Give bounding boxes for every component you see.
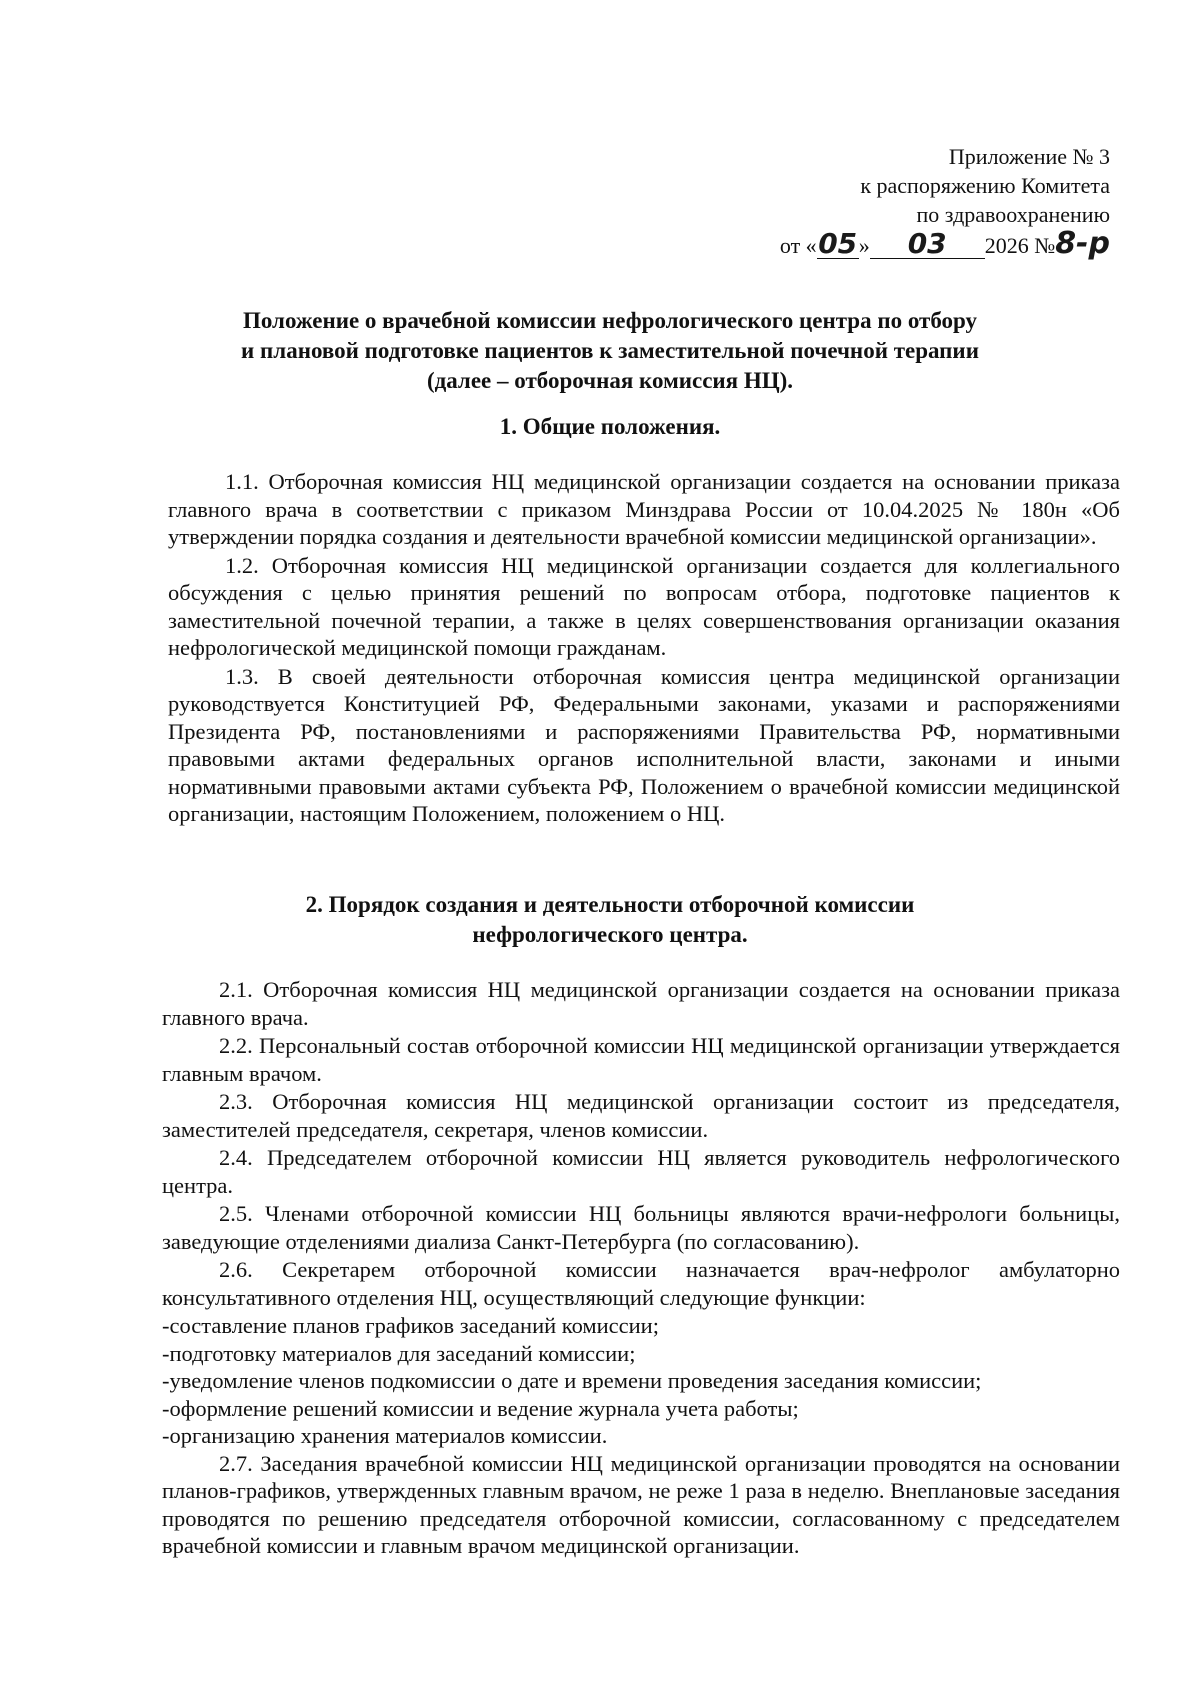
section-2-heading-line-2: нефрологического центра. <box>472 922 748 947</box>
secretary-function-item: -составление планов графиков заседаний комиссии; <box>162 1313 659 1338</box>
paragraph-2-7: 2.7. Заседания врачебной комиссии НЦ медицинской организации проводятся на основании планов-графиков, утвержденных главным врачом, не реже 1 раза в неделю. Внеплановые заседания проводятся по решению председателя отборочной комиссии, согласованному с председателем врачебной комиссии и главным врачом медицинской организации. <box>162 1450 1120 1558</box>
paragraph-1-2: 1.2. Отборочная комиссия НЦ медицинской организации создается для коллегиального обсуждения с целью принятия решений по вопросам отбора, подготовке пациентов к заместительной почечной терапии, а также в целях совершенствования организации оказания нефрологической медицинской помощи гражданам. <box>168 552 1120 660</box>
section-1-body <box>168 468 1120 829</box>
appendix-number: Приложение № 3 <box>948 144 1110 169</box>
paragraph-2-3: 2.3. Отборочная комиссия НЦ медицинской организации состоит из председателя, заместителей председателя, секретаря, членов комиссии. <box>162 1089 1120 1142</box>
title-line-2: и плановой подготовке пациентов к заместительной почечной терапии <box>241 338 979 363</box>
title-line-1: Положение о врачебной комиссии нефрологического центра по отбору <box>242 308 978 333</box>
date-day-handwritten: 05 <box>818 227 858 260</box>
document-title <box>160 306 1060 396</box>
date-prefix: от « <box>779 233 817 258</box>
secretary-function-item: -уведомление членов подкомиссии о дате и времени проведения заседания комиссии; <box>162 1368 982 1393</box>
paragraph-2-5: 2.5. Членами отборочной комиссии НЦ больницы являются врачи-нефрологи больницы, заведующие отделениями диализа Санкт-Петербурга (по согласованию). <box>162 1201 1120 1254</box>
section-2-body <box>162 976 1120 1561</box>
appendix-order-ref: к распоряжению Комитета <box>860 173 1110 198</box>
paragraph-1-1: 1.1. Отборочная комиссия НЦ медицинской организации создается на основании приказа главного врача в соответствии с приказом Минздрава России от 10.04.2025 № 180н «Об утверждении порядка создания и деятельности врачебной комиссии медицинской организации». <box>168 469 1120 549</box>
paragraph-2-6: 2.6. Секретарем отборочной комиссии назначается врач-нефролог амбулаторно консультативного отделения НЦ, осуществляющий следующие функции: <box>162 1257 1120 1310</box>
date-mid: » <box>858 233 870 258</box>
appendix-date-line <box>779 226 1110 261</box>
paragraph-2-2: 2.2. Персональный состав отборочной комиссии НЦ медицинской организации утверждается главным врачом. <box>162 1033 1120 1086</box>
order-number-handwritten: 8-р <box>1055 226 1110 261</box>
title-line-3: (далее – отборочная комиссия НЦ). <box>426 368 794 393</box>
section-2-heading-line-1: 2. Порядок создания и деятельности отборочной комиссии <box>305 892 915 917</box>
section-2-heading <box>160 890 1060 950</box>
paragraph-1-3: 1.3. В своей деятельности отборочная комиссия центра медицинской организации руководствуется Конституцией РФ, Федеральными законами, указами и распоряжениями Президента РФ, постановлениями и распоряжениями Правительства РФ, нормативными правовыми актами федеральных органов исполнительной власти, законами и иными нормативными правовыми актами субъекта РФ, Положением о врачебной комиссии медицинской организации, настоящим Положением, положением о НЦ. <box>168 663 1120 826</box>
paragraph-2-1: 2.1. Отборочная комиссия НЦ медицинской организации создается на основании приказа главного врача. <box>162 977 1120 1030</box>
secretary-function-item: -подготовку материалов для заседаний комиссии; <box>162 1340 636 1366</box>
appendix-header <box>780 142 1110 260</box>
section-1-heading: 1. Общие положения. <box>499 414 721 439</box>
appendix-committee: по здравоохранению <box>916 202 1110 227</box>
secretary-function-item: -организацию хранения материалов комиссии. <box>162 1423 608 1448</box>
paragraph-2-4: 2.4. Председателем отборочной комиссии НЦ является руководитель нефрологического центра. <box>162 1145 1120 1198</box>
date-year: 2026 № <box>984 233 1056 258</box>
secretary-function-item: -оформление решений комиссии и ведение журнала учета работы; <box>162 1395 799 1421</box>
date-month-handwritten: 03 <box>870 229 985 259</box>
